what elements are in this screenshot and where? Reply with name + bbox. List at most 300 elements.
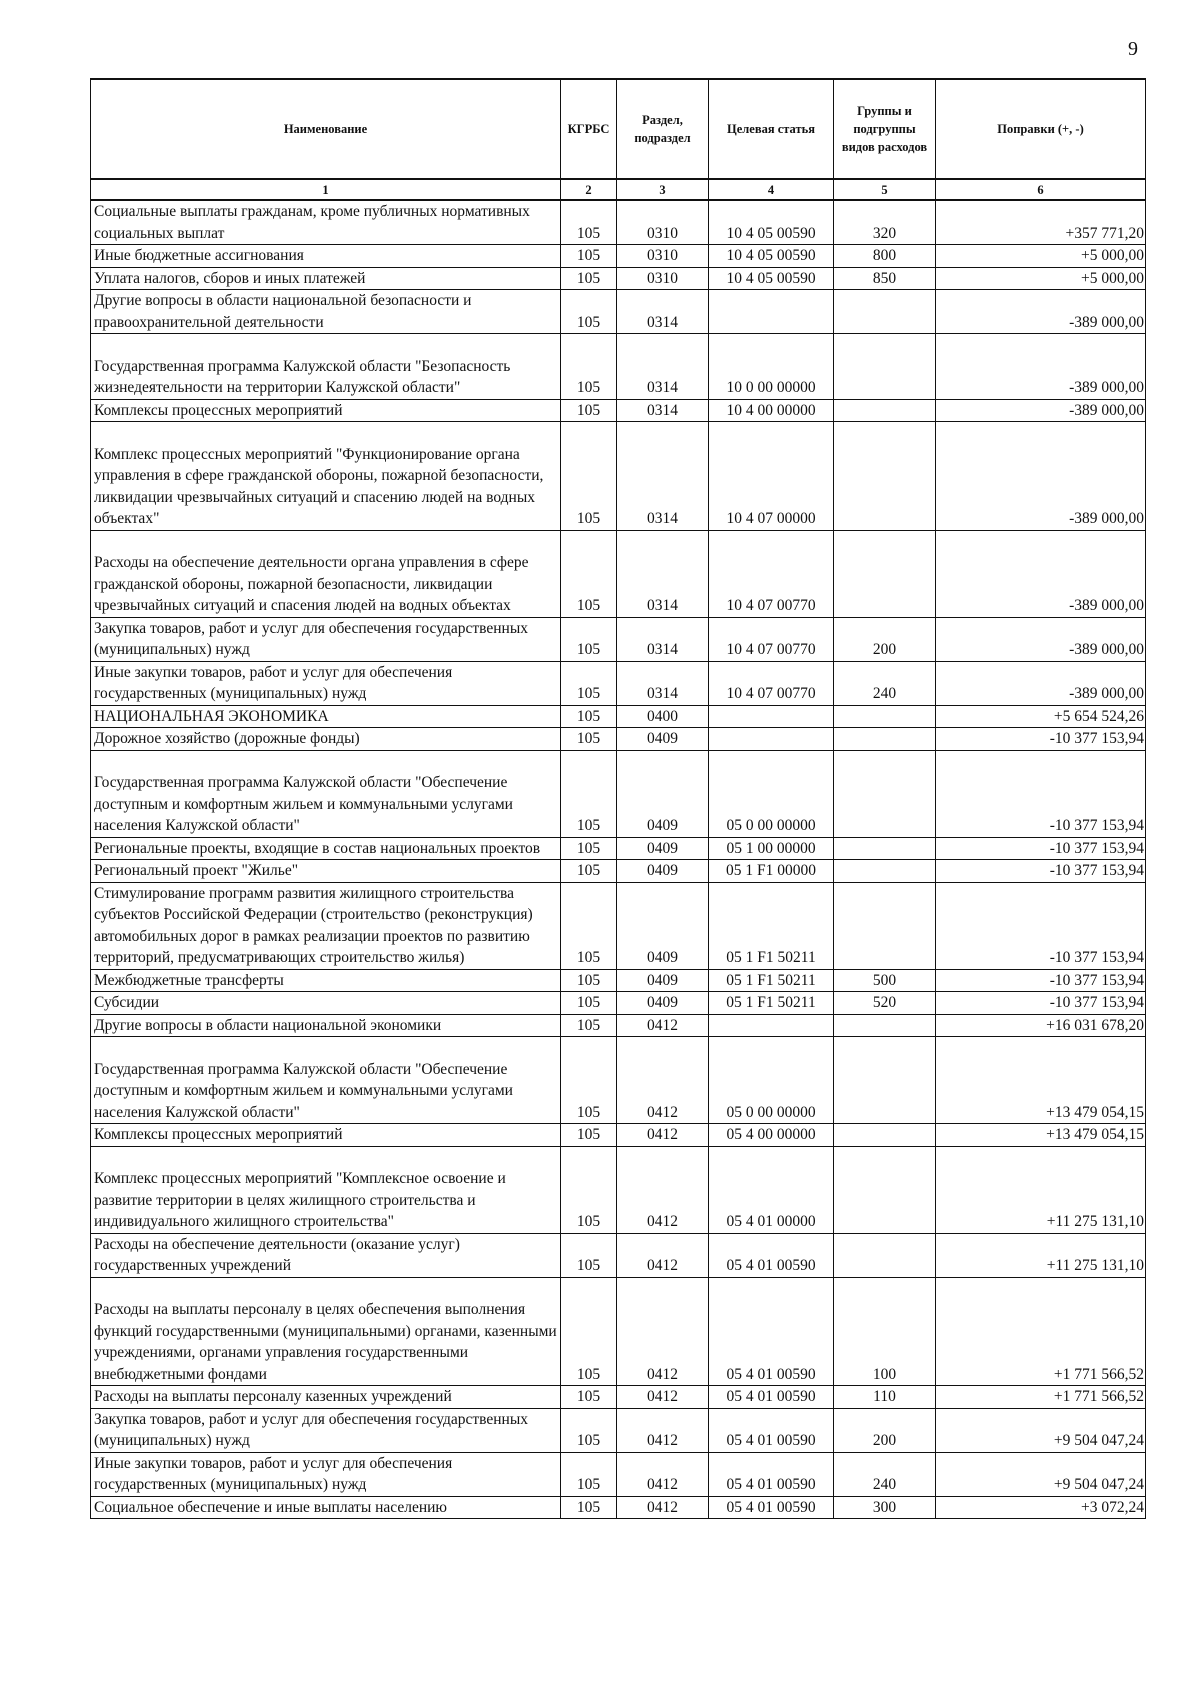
row-name-cell	[91, 1124, 561, 1147]
cell-text: Государственная программа Калужской области "Обеспечение доступным и комфортным жильем и коммунальными услугами населения Калужской области"	[94, 1060, 513, 1121]
row-target-cell	[709, 661, 834, 705]
row-group-cell	[834, 617, 936, 661]
cell-text: 0412	[647, 1432, 678, 1449]
cell-text: 10 4 07 00000	[726, 510, 816, 527]
row-spacer	[94, 1147, 557, 1169]
row-section-cell	[617, 1496, 709, 1519]
cell-text: НАЦИОНАЛЬНАЯ ЭКОНОМИКА	[94, 707, 329, 725]
row-amount-cell	[936, 728, 1146, 751]
cell-text: +9 504 047,24	[1053, 1432, 1144, 1449]
row-kgrbs-cell	[561, 750, 617, 837]
column-number: 2	[561, 179, 617, 200]
cell-text: Региональный проект "Жилье"	[94, 862, 299, 879]
cell-text: 0314	[647, 313, 678, 331]
row-amount-cell	[936, 992, 1146, 1015]
row-name-cell	[91, 661, 561, 705]
cell-text: 800	[872, 247, 897, 264]
table-row	[91, 1146, 1146, 1233]
row-group-cell	[834, 530, 936, 617]
row-kgrbs-cell	[561, 1408, 617, 1452]
row-target-cell	[709, 705, 834, 728]
cell-text: Комплексы процессных мероприятий	[94, 1126, 343, 1143]
row-target-cell	[709, 992, 834, 1015]
row-target-cell	[709, 399, 834, 422]
row-section-cell	[617, 882, 709, 969]
cell-text: 105	[576, 730, 601, 747]
row-target-cell	[709, 1496, 834, 1519]
cell-text: +13 479 054,15	[1046, 1103, 1144, 1121]
row-section-cell	[617, 1037, 709, 1124]
cell-text: 0409	[647, 971, 678, 989]
column-number: 5	[834, 179, 936, 200]
row-target-cell	[709, 860, 834, 883]
row-group-cell	[834, 399, 936, 422]
cell-text: 0310	[647, 224, 678, 242]
table-row	[91, 1014, 1146, 1037]
row-name-cell	[91, 1146, 561, 1233]
cell-text: 0409	[647, 862, 678, 879]
cell-text: +1 771 566,52	[1053, 1388, 1144, 1405]
row-amount-cell	[936, 617, 1146, 661]
row-amount-cell	[936, 1146, 1146, 1233]
table-row	[91, 992, 1146, 1015]
row-section-cell	[617, 399, 709, 422]
row-target-cell	[709, 969, 834, 992]
cell-text: 200	[872, 641, 897, 658]
cell-text: 10 0 00 00000	[726, 379, 816, 396]
row-kgrbs-cell	[561, 1452, 617, 1496]
cell-text: Субсидии	[94, 994, 160, 1011]
table-row	[91, 1408, 1146, 1452]
cell-text: 105	[576, 862, 601, 879]
column-number: 4	[709, 179, 834, 200]
cell-text: 10 4 05 00590	[726, 247, 816, 264]
cell-text: Дорожное хозяйство (дорожные фонды)	[94, 730, 360, 747]
row-section-cell	[617, 1277, 709, 1386]
row-target-cell	[709, 1277, 834, 1386]
row-kgrbs-cell	[561, 728, 617, 751]
column-number: 3	[617, 179, 709, 200]
row-kgrbs-cell	[561, 245, 617, 268]
cell-text: 0314	[647, 510, 678, 527]
row-name-cell	[91, 245, 561, 268]
cell-text: 05 1 F1 50211	[726, 971, 816, 989]
table-row	[91, 1233, 1146, 1277]
row-name-cell	[91, 705, 561, 728]
row-name-cell	[91, 750, 561, 837]
row-name-cell	[91, 1014, 561, 1037]
cell-text: 105	[576, 313, 601, 331]
cell-text: 105	[576, 971, 601, 989]
row-target-cell	[709, 245, 834, 268]
row-section-cell	[617, 1014, 709, 1037]
row-amount-cell	[936, 422, 1146, 531]
row-amount-cell	[936, 1496, 1146, 1519]
row-target-cell	[709, 1146, 834, 1233]
row-group-cell	[834, 422, 936, 531]
cell-text: 0412	[647, 1365, 678, 1383]
row-spacer	[94, 422, 557, 444]
cell-text: 0412	[647, 1388, 678, 1405]
table-row	[91, 422, 1146, 531]
cell-text: 300	[872, 1498, 897, 1516]
row-group-cell	[834, 267, 936, 290]
cell-text: 05 0 00 00000	[726, 817, 816, 834]
column-header-target: Целевая статья	[709, 79, 834, 179]
row-kgrbs-cell	[561, 837, 617, 860]
row-group-cell	[834, 860, 936, 883]
row-target-cell	[709, 882, 834, 969]
row-target-cell	[709, 422, 834, 531]
row-section-cell	[617, 661, 709, 705]
row-name-cell	[91, 1452, 561, 1496]
cell-text: 0409	[647, 949, 678, 966]
row-kgrbs-cell	[561, 1037, 617, 1124]
column-header-section: Раздел, подраздел	[617, 79, 709, 179]
cell-text: 105	[576, 1476, 601, 1493]
column-number-row	[91, 179, 1146, 200]
row-amount-cell	[936, 200, 1146, 245]
row-name-cell	[91, 882, 561, 969]
cell-text: Социальные выплаты гражданам, кроме публичных нормативных социальных выплат	[94, 203, 530, 242]
row-target-cell	[709, 1037, 834, 1124]
cell-text: 240	[872, 1476, 897, 1493]
cell-text: 100	[872, 1365, 897, 1383]
row-target-cell	[709, 750, 834, 837]
row-amount-cell	[936, 860, 1146, 883]
cell-text: +5 000,00	[1081, 269, 1144, 287]
cell-text: 105	[576, 685, 601, 702]
row-amount-cell	[936, 1408, 1146, 1452]
cell-text: -389 000,00	[1069, 510, 1144, 527]
cell-text: 105	[576, 994, 601, 1011]
cell-text: Комплекс процессных мероприятий "Комплексное освоение и развитие территории в целях жилищного строительства и индивидуального жилищного строительства"	[94, 1170, 506, 1230]
row-target-cell	[709, 1124, 834, 1147]
row-spacer	[94, 1278, 557, 1300]
row-amount-cell	[936, 1037, 1146, 1124]
row-name-cell	[91, 728, 561, 751]
cell-text: -10 377 153,94	[1049, 971, 1144, 989]
row-kgrbs-cell	[561, 1233, 617, 1277]
table-row	[91, 882, 1146, 969]
row-group-cell	[834, 661, 936, 705]
row-name-cell	[91, 1408, 561, 1452]
row-group-cell	[834, 245, 936, 268]
row-amount-cell	[936, 245, 1146, 268]
cell-text: Социальное обеспечение и иные выплаты населению	[94, 1498, 448, 1516]
cell-text: +16 031 678,20	[1046, 1016, 1144, 1034]
column-number: 1	[91, 179, 561, 200]
cell-text: 05 4 00 00000	[726, 1126, 816, 1143]
cell-text: 05 4 01 00590	[726, 1476, 816, 1493]
table-row	[91, 1277, 1146, 1386]
row-kgrbs-cell	[561, 399, 617, 422]
budget-amendments-table	[90, 78, 1146, 1519]
table-row	[91, 1124, 1146, 1147]
table-row	[91, 267, 1146, 290]
row-target-cell	[709, 837, 834, 860]
cell-text: Комплексы процессных мероприятий	[94, 401, 343, 419]
cell-text: 05 1 F1 00000	[726, 862, 816, 879]
table-row	[91, 1496, 1146, 1519]
cell-text: +11 275 131,10	[1046, 1257, 1144, 1274]
cell-text: Стимулирование программ развития жилищного строительства субъектов Российской Федерации (строительство (реконструкция) автомобильных дорог в рамках реализации проектов по развитию территорий, предусматривающих строительство жилья)	[94, 884, 533, 966]
row-section-cell	[617, 334, 709, 400]
cell-text: Другие вопросы в области национальной безопасности и правоохранительной деятельности	[94, 292, 472, 331]
cell-text: 0412	[647, 1476, 678, 1493]
cell-text: 0314	[647, 597, 678, 614]
row-target-cell	[709, 267, 834, 290]
cell-text: 105	[576, 839, 601, 857]
table-row	[91, 860, 1146, 883]
cell-text: -389 000,00	[1069, 401, 1144, 419]
row-group-cell	[834, 750, 936, 837]
row-section-cell	[617, 860, 709, 883]
row-amount-cell	[936, 969, 1146, 992]
row-kgrbs-cell	[561, 267, 617, 290]
table-row	[91, 530, 1146, 617]
table-row	[91, 661, 1146, 705]
row-target-cell	[709, 728, 834, 751]
row-group-cell	[834, 1233, 936, 1277]
cell-text: 05 4 01 00000	[726, 1213, 816, 1230]
cell-text: 520	[872, 994, 897, 1011]
row-group-cell	[834, 1452, 936, 1496]
row-amount-cell	[936, 661, 1146, 705]
row-name-cell	[91, 1037, 561, 1124]
row-amount-cell	[936, 1386, 1146, 1409]
table-row	[91, 705, 1146, 728]
row-group-cell	[834, 1146, 936, 1233]
row-amount-cell	[936, 1233, 1146, 1277]
cell-text: 0412	[647, 1016, 678, 1034]
cell-text: -10 377 153,94	[1049, 817, 1144, 834]
row-group-cell	[834, 992, 936, 1015]
cell-text: 05 1 F1 50211	[726, 994, 816, 1011]
row-kgrbs-cell	[561, 617, 617, 661]
row-amount-cell	[936, 290, 1146, 334]
row-section-cell	[617, 1146, 709, 1233]
row-section-cell	[617, 530, 709, 617]
row-section-cell	[617, 245, 709, 268]
row-name-cell	[91, 267, 561, 290]
row-target-cell	[709, 530, 834, 617]
row-group-cell	[834, 1277, 936, 1386]
row-group-cell	[834, 1496, 936, 1519]
cell-text: Иные бюджетные ассигнования	[94, 247, 304, 264]
row-kgrbs-cell	[561, 200, 617, 245]
row-name-cell	[91, 422, 561, 531]
row-section-cell	[617, 1124, 709, 1147]
cell-text: +357 771,20	[1065, 224, 1144, 242]
row-kgrbs-cell	[561, 860, 617, 883]
row-kgrbs-cell	[561, 1386, 617, 1409]
row-group-cell	[834, 1408, 936, 1452]
table-body	[91, 200, 1146, 1519]
cell-text: 105	[576, 641, 601, 658]
cell-text: -389 000,00	[1069, 685, 1144, 702]
row-section-cell	[617, 1233, 709, 1277]
row-section-cell	[617, 422, 709, 531]
cell-text: 10 4 05 00590	[726, 269, 816, 287]
cell-text: 200	[872, 1432, 897, 1449]
table-row	[91, 750, 1146, 837]
row-section-cell	[617, 1408, 709, 1452]
row-kgrbs-cell	[561, 705, 617, 728]
row-spacer	[94, 751, 557, 773]
cell-text: 0409	[647, 817, 678, 834]
cell-text: 105	[576, 1388, 601, 1405]
row-amount-cell	[936, 1124, 1146, 1147]
cell-text: 850	[872, 269, 897, 287]
cell-text: 500	[872, 971, 897, 989]
row-amount-cell	[936, 882, 1146, 969]
row-group-cell	[834, 290, 936, 334]
row-target-cell	[709, 1386, 834, 1409]
cell-text: 105	[576, 1257, 601, 1274]
row-kgrbs-cell	[561, 661, 617, 705]
cell-text: 10 4 00 00000	[726, 401, 816, 419]
row-name-cell	[91, 290, 561, 334]
cell-text: -389 000,00	[1069, 641, 1144, 658]
row-amount-cell	[936, 267, 1146, 290]
cell-text: 0310	[647, 247, 678, 264]
cell-text: Иные закупки товаров, работ и услуг для обеспечения государственных (муниципальных) нужд	[94, 663, 453, 702]
cell-text: +13 479 054,15	[1046, 1126, 1144, 1143]
row-name-cell	[91, 200, 561, 245]
cell-text: 10 4 07 00770	[726, 597, 816, 614]
cell-text: 0412	[647, 1213, 678, 1230]
cell-text: +3 072,24	[1081, 1498, 1144, 1516]
row-name-cell	[91, 1277, 561, 1386]
row-group-cell	[834, 1037, 936, 1124]
cell-text: 05 1 00 00000	[726, 839, 816, 857]
row-target-cell	[709, 1452, 834, 1496]
row-kgrbs-cell	[561, 1496, 617, 1519]
row-section-cell	[617, 728, 709, 751]
cell-text: 105	[576, 1126, 601, 1143]
row-target-cell	[709, 617, 834, 661]
row-name-cell	[91, 530, 561, 617]
row-amount-cell	[936, 705, 1146, 728]
row-kgrbs-cell	[561, 422, 617, 531]
cell-text: 10 4 05 00590	[726, 224, 816, 242]
cell-text: 0409	[647, 730, 678, 747]
cell-text: 320	[872, 224, 897, 242]
cell-text: 05 0 00 00000	[726, 1103, 816, 1121]
cell-text: Иные закупки товаров, работ и услуг для обеспечения государственных (муниципальных) нужд	[94, 1454, 453, 1493]
table-row	[91, 617, 1146, 661]
row-group-cell	[834, 728, 936, 751]
cell-text: -10 377 153,94	[1049, 730, 1144, 747]
cell-text: -10 377 153,94	[1049, 994, 1144, 1011]
cell-text: 105	[576, 707, 601, 725]
row-target-cell	[709, 290, 834, 334]
cell-text: Закупка товаров, работ и услуг для обеспечения государственных (муниципальных) нужд	[94, 1410, 529, 1449]
row-target-cell	[709, 200, 834, 245]
cell-text: 105	[576, 1432, 601, 1449]
table-row	[91, 334, 1146, 400]
cell-text: 05 4 01 00590	[726, 1257, 816, 1274]
cell-text: -389 000,00	[1069, 597, 1144, 614]
row-name-cell	[91, 334, 561, 400]
cell-text: Государственная программа Калужской области "Обеспечение доступным и комфортным жильем и коммунальными услугами населения Калужской области"	[94, 774, 513, 834]
page-number: 9	[1128, 38, 1138, 60]
row-kgrbs-cell	[561, 1277, 617, 1386]
row-target-cell	[709, 334, 834, 400]
row-group-cell	[834, 200, 936, 245]
row-name-cell	[91, 860, 561, 883]
cell-text: Региональные проекты, входящие в состав национальных проектов	[94, 839, 541, 857]
cell-text: 0400	[647, 707, 678, 725]
cell-text: -389 000,00	[1069, 379, 1144, 396]
cell-text: 105	[576, 1016, 601, 1034]
row-target-cell	[709, 1233, 834, 1277]
cell-text: 105	[576, 597, 601, 614]
row-kgrbs-cell	[561, 1014, 617, 1037]
row-name-cell	[91, 1386, 561, 1409]
table-row	[91, 1037, 1146, 1124]
cell-text: +5 654 524,26	[1053, 707, 1144, 725]
table-row	[91, 837, 1146, 860]
table-row	[91, 1386, 1146, 1409]
cell-text: 05 4 01 00590	[726, 1365, 816, 1383]
cell-text: 0310	[647, 269, 678, 287]
cell-text: 0314	[647, 685, 678, 702]
cell-text: 240	[872, 685, 897, 702]
cell-text: 05 4 01 00590	[726, 1498, 816, 1516]
cell-text: 0412	[647, 1103, 678, 1121]
cell-text: 0314	[647, 641, 678, 658]
column-header-amendments: Поправки (+, -)	[936, 79, 1146, 179]
cell-text: Закупка товаров, работ и услуг для обеспечения государственных (муниципальных) нужд	[94, 619, 529, 658]
cell-text: 105	[576, 1103, 601, 1121]
row-name-cell	[91, 1496, 561, 1519]
cell-text: Расходы на обеспечение деятельности (оказание услуг) государственных учреждений	[94, 1235, 460, 1274]
row-kgrbs-cell	[561, 334, 617, 400]
row-target-cell	[709, 1408, 834, 1452]
row-section-cell	[617, 267, 709, 290]
row-spacer	[94, 334, 557, 356]
cell-text: 105	[576, 817, 601, 834]
row-name-cell	[91, 969, 561, 992]
cell-text: 105	[576, 1213, 601, 1230]
row-kgrbs-cell	[561, 530, 617, 617]
row-group-cell	[834, 1386, 936, 1409]
cell-text: +9 504 047,24	[1053, 1476, 1144, 1493]
column-header-kgrbs: КГРБС	[561, 79, 617, 179]
row-name-cell	[91, 617, 561, 661]
row-group-cell	[834, 334, 936, 400]
row-group-cell	[834, 882, 936, 969]
cell-text: Межбюджетные трансферты	[94, 971, 284, 989]
column-number: 6	[936, 179, 1146, 200]
cell-text: 105	[576, 401, 601, 419]
cell-text: 05 4 01 00590	[726, 1388, 816, 1405]
cell-text: Расходы на выплаты персоналу казенных учреждений	[94, 1388, 452, 1405]
cell-text: 05 4 01 00590	[726, 1432, 816, 1449]
cell-text: -10 377 153,94	[1049, 839, 1144, 857]
row-section-cell	[617, 617, 709, 661]
table-row	[91, 200, 1146, 245]
table-row	[91, 1452, 1146, 1496]
row-section-cell	[617, 200, 709, 245]
cell-text: Расходы на выплаты персоналу в целях обеспечения выполнения функций государственными (муниципальными) органами, казенными учреждениями, органами управления государственными внебюджетными фондами	[94, 1301, 557, 1383]
cell-text: 0412	[647, 1498, 678, 1516]
row-section-cell	[617, 750, 709, 837]
row-kgrbs-cell	[561, 290, 617, 334]
row-amount-cell	[936, 1277, 1146, 1386]
